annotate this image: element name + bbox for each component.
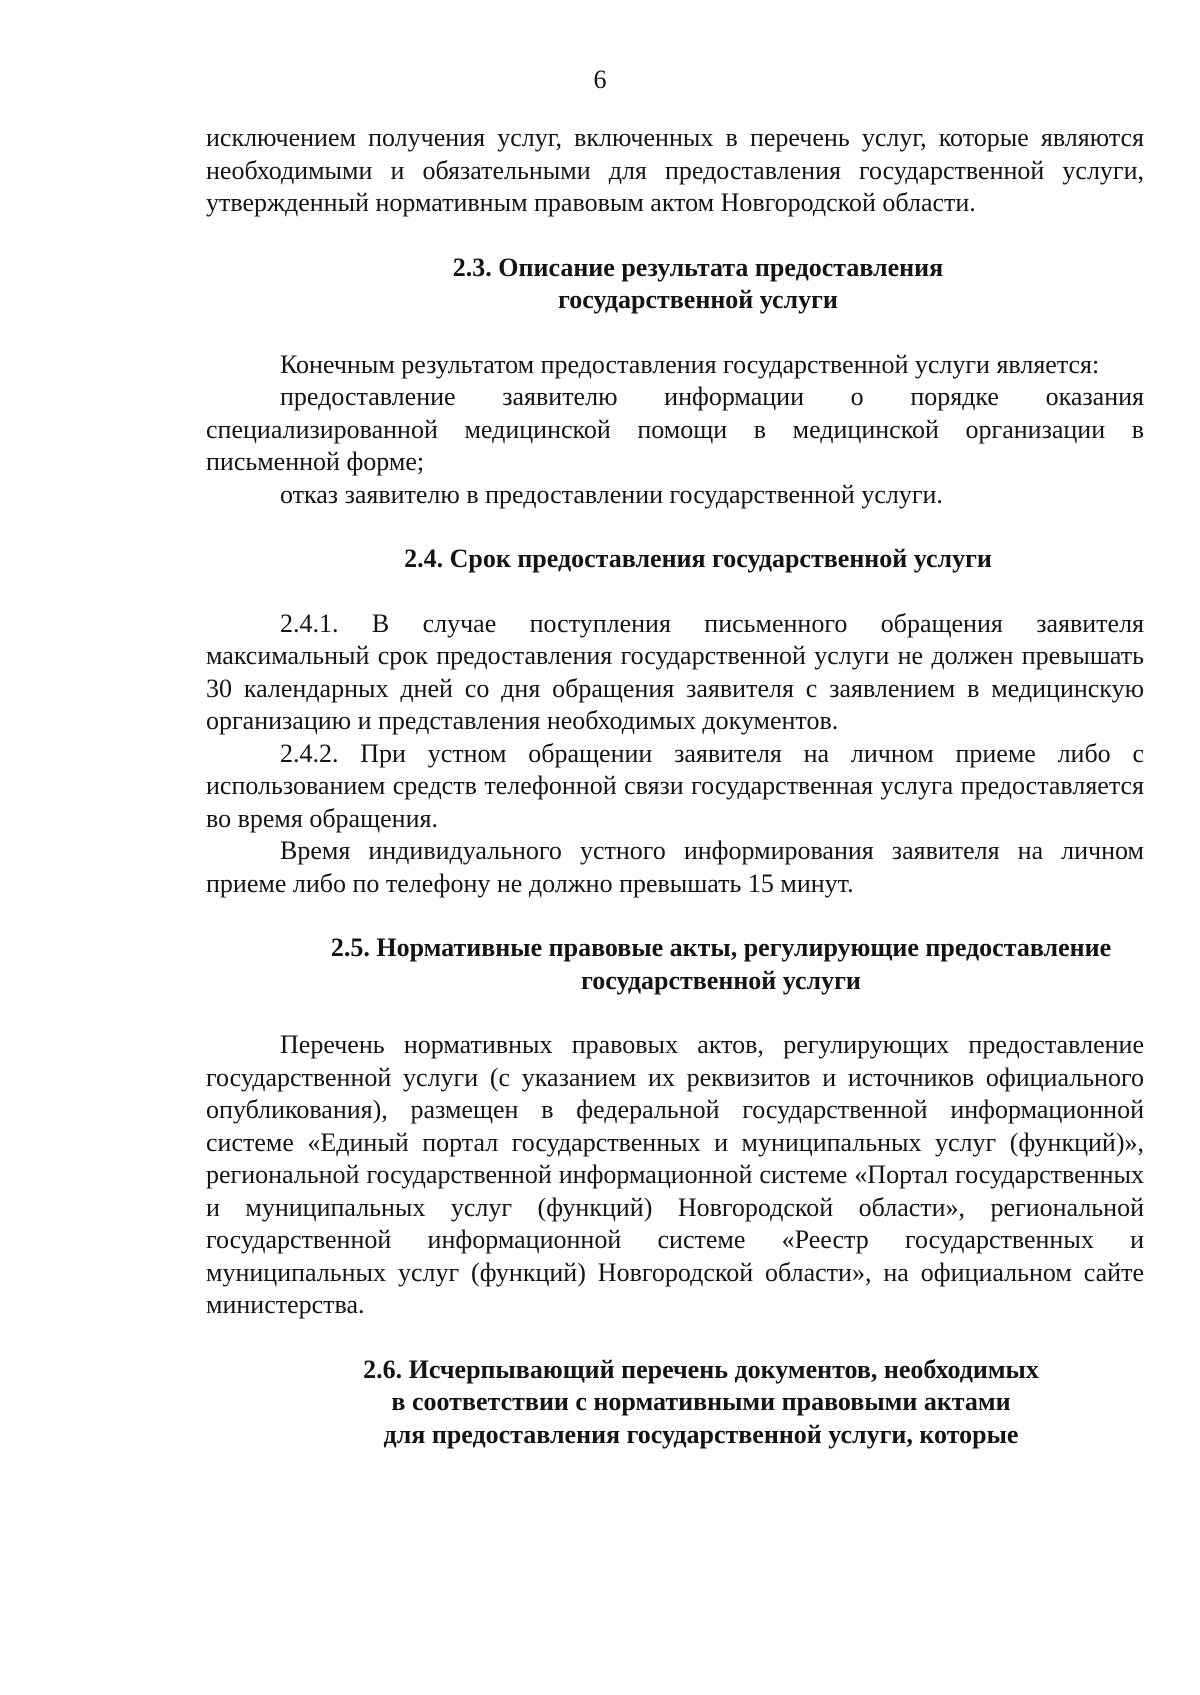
paragraph-result-item-1: предоставление заявителю информации о порядке оказания специализированной медицинской помощи в медицинской организации в письменной форме;	[206, 382, 1144, 476]
heading-line: 2.3. Описание результата предоставления	[452, 252, 944, 282]
paragraph-legal-acts: Перечень нормативных правовых актов, регулирующих предоставление государственной услуги (с указанием их реквизитов и источников официального опубликования), размещен в федеральной государственной информационной системе «Единый портал государственных и муниципальных услуг (функций)», региональной государственной информационной системе «Портал государственных и муниципальных услуг (функций) Новгородской области», региональной государственной информационной системе «Реестр государственных и муниципальных услуг (функций) Новгородской области», на официальном сайте министерства.	[206, 1030, 1144, 1319]
heading-line: государственной услуги	[558, 285, 838, 314]
paragraph-2-4-1: 2.4.1. В случае поступления письменного обращения заявителя максимальный срок предоставления государственной услуги не должен превышать 30 календарных дней со дня обращения заявителя с заявлением в медицинскую организацию и представления необходимых документов.	[206, 608, 1144, 735]
section-heading-2-5	[206, 932, 1144, 997]
section-heading-2-3	[206, 252, 1144, 317]
paragraph-oral-time: Время индивидуального устного информирования заявителя на личном приеме либо по телефону не должно превышать 15 минут.	[206, 836, 1144, 898]
heading-line: в соответствии с нормативными правовыми актами	[391, 1387, 1011, 1416]
section-heading-2-6	[206, 1354, 1144, 1452]
heading-line: для предоставления государственной услуги, которые	[383, 1419, 1019, 1449]
paragraph-2-4-2: 2.4.2. При устном обращении заявителя на личном приеме либо с использованием средств телефонной связи государственная услуга предоставляется во время обращения.	[206, 738, 1144, 833]
page-number: 6	[593, 65, 607, 94]
paragraph-result-item-2: отказ заявителю в предоставлении государственной услуги.	[280, 479, 943, 509]
heading-line: 2.5. Нормативные правовые акты, регулирующие предоставление	[330, 933, 1112, 962]
heading-line: государственной услуги	[581, 965, 861, 995]
paragraph-continuation: исключением получения услуг, включенных в перечень услуг, которые являются необходимыми и обязательными для предоставления государственной услуги, утвержденный нормативным правовым актом Новгородской области.	[206, 123, 1144, 217]
document-body	[206, 122, 1144, 1451]
paragraph-result-intro: Конечным результатом предоставления государственной услуги является:	[280, 349, 1100, 379]
section-heading-2-4: 2.4. Срок предоставления государственной услуги	[404, 544, 992, 573]
heading-line: 2.6. Исчерпывающий перечень документов, необходимых	[363, 1354, 1039, 1384]
